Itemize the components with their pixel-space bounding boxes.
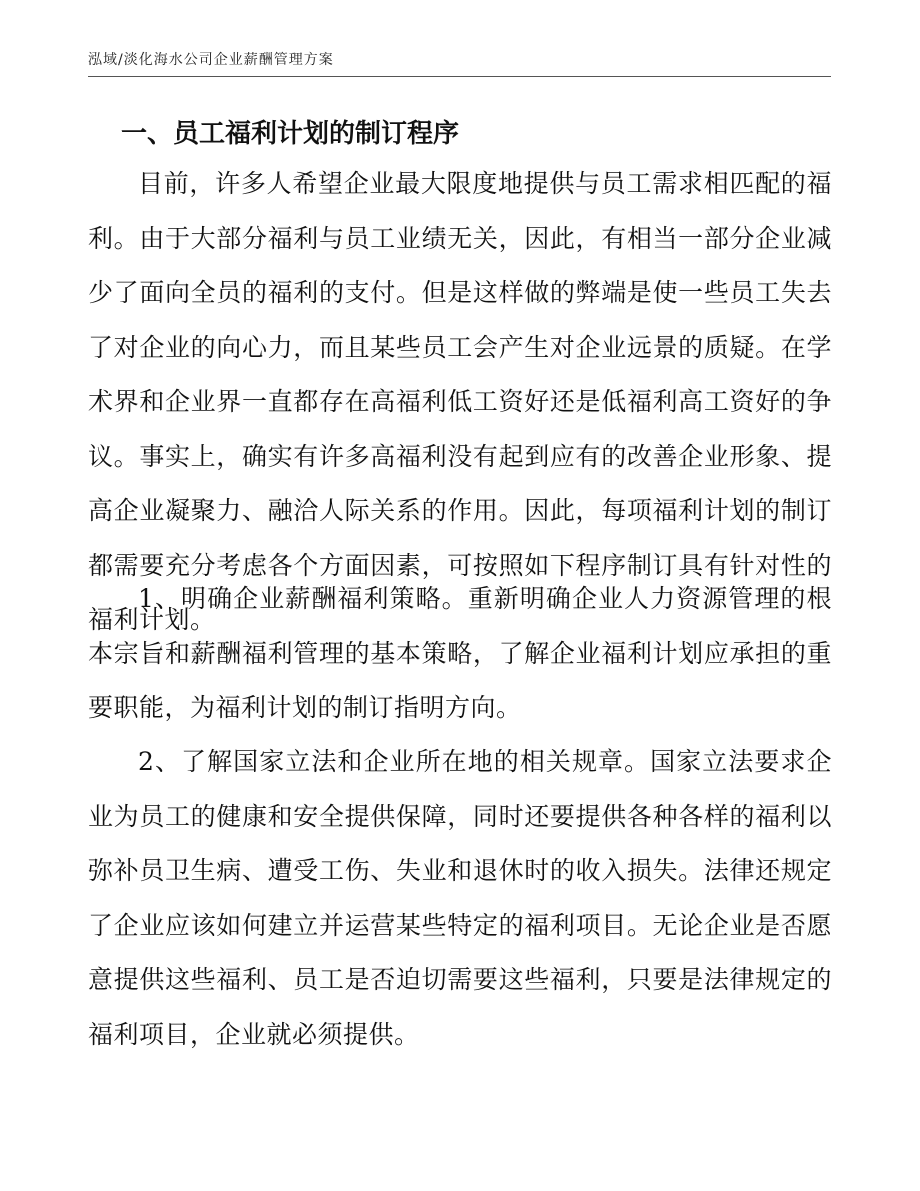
section-heading: 一、员工福利计划的制订程序 (121, 119, 460, 149)
body-paragraph-2: 1、明确企业薪酬福利策略。重新明确企业人力资源管理的根本宗旨和薪酬福利管理的基本策略，了解企业福利计划应承担的重要职能，为福利计划的制订指明方向。 (88, 584, 832, 722)
body-paragraph-3-block (88, 735, 832, 1062)
body-paragraph-3: 2、了解国家立法和企业所在地的相关规章。国家立法要求企业为员工的健康和安全提供保障，同时还要提供各种各样的福利以弥补员卫生病、遭受工伤、失业和退休时的收入损失。法律还规定了企业应该如何建立并运营某些特定的福利项目。无论企业是否愿意提供这些福利、员工是否迫切需要这些福利，只要是法律规定的福利项目，企业就必须提供。 (88, 747, 832, 1049)
body-paragraph-2-block (88, 572, 832, 736)
running-header: 泓域/淡化海水公司企业薪酬管理方案 (88, 52, 334, 68)
header-rule (88, 76, 831, 77)
body-paragraph-1: 目前，许多人希望企业最大限度地提供与员工需求相匹配的福利。由于大部分福利与员工业绩无关，因此，有相当一部分企业减少了面向全员的福利的支付。但是这样做的弊端是使一些员工失去了对企业的向心力，而且某些员工会产生对企业远景的质疑。在学术界和企业界一直都存在高福利低工资好还是低福利高工资好的争议。事实上，确实有许多高福利没有起到应有的改善企业形象、提高企业凝聚力、融洽人际关系的作用。因此，每项福利计划的制订都需要充分考虑各个方面因素，可按照如下程序制订具有针对性的福利计划。 (88, 169, 832, 634)
